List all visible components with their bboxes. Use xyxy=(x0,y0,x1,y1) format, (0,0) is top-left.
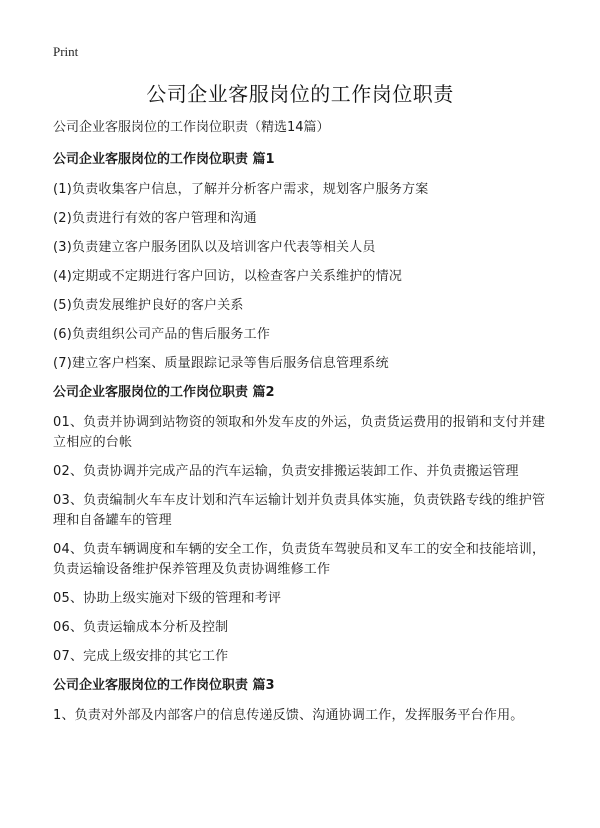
list-item: 02、负责协调并完成产品的汽车运输，负责安排搬运装卸工作、并负责搬运管理 xyxy=(53,464,519,479)
section-3 xyxy=(53,676,553,726)
section-heading: 公司企业客服岗位的工作岗位职责 篇1 xyxy=(53,152,275,167)
list-item: 1、负责对外部及内部客户的信息传递反馈、沟通协调工作，发挥服务平台作用。 xyxy=(53,708,524,723)
list-item: 07、完成上级安排的其它工作 xyxy=(53,649,229,664)
document-subtitle: 公司企业客服岗位的工作岗位职责（精选14篇） xyxy=(53,120,330,135)
section-heading: 公司企业客服岗位的工作岗位职责 篇3 xyxy=(53,678,275,693)
section-2 xyxy=(53,383,553,667)
list-item: 03、负责编制火车车皮计划和汽车运输计划并负责具体实施，负责铁路专线的维护管理和自备罐车的管理 xyxy=(53,493,546,528)
list-item: 06、负责运输成本分析及控制 xyxy=(53,620,229,635)
list-item: (2)负责进行有效的客户管理和沟通 xyxy=(53,211,257,226)
list-item: (6)负责组织公司产品的售后服务工作 xyxy=(53,327,271,342)
section-heading: 公司企业客服岗位的工作岗位职责 篇2 xyxy=(53,385,275,400)
list-item: (7)建立客户档案、质量跟踪记录等售后服务信息管理系统 xyxy=(53,356,389,371)
section-1 xyxy=(53,150,553,374)
list-item: (3)负责建立客户服务团队以及培训客户代表等相关人员 xyxy=(53,240,376,255)
document-title: 公司企业客服岗位的工作岗位职责 xyxy=(146,82,454,106)
list-item: 04、负责车辆调度和车辆的安全工作，负责货车驾驶员和叉车工的安全和技能培训，负责运输设备维护保养管理及负责协调维修工作 xyxy=(53,542,546,577)
list-item: (4)定期或不定期进行客户回访，以检查客户关系维护的情况 xyxy=(53,269,403,284)
list-item: (1)负责收集客户信息，了解并分析客户需求，规划客户服务方案 xyxy=(53,182,429,197)
list-item: 01、负责并协调到站物资的领取和外发车皮的外运，负责货运费用的报销和支付并建立相应的台帐 xyxy=(53,415,546,450)
list-item: (5)负责发展维护良好的客户关系 xyxy=(53,298,244,313)
document-body xyxy=(53,118,553,735)
list-item: 05、协助上级实施对下级的管理和考评 xyxy=(53,591,282,606)
print-link[interactable]: Print xyxy=(53,44,79,59)
